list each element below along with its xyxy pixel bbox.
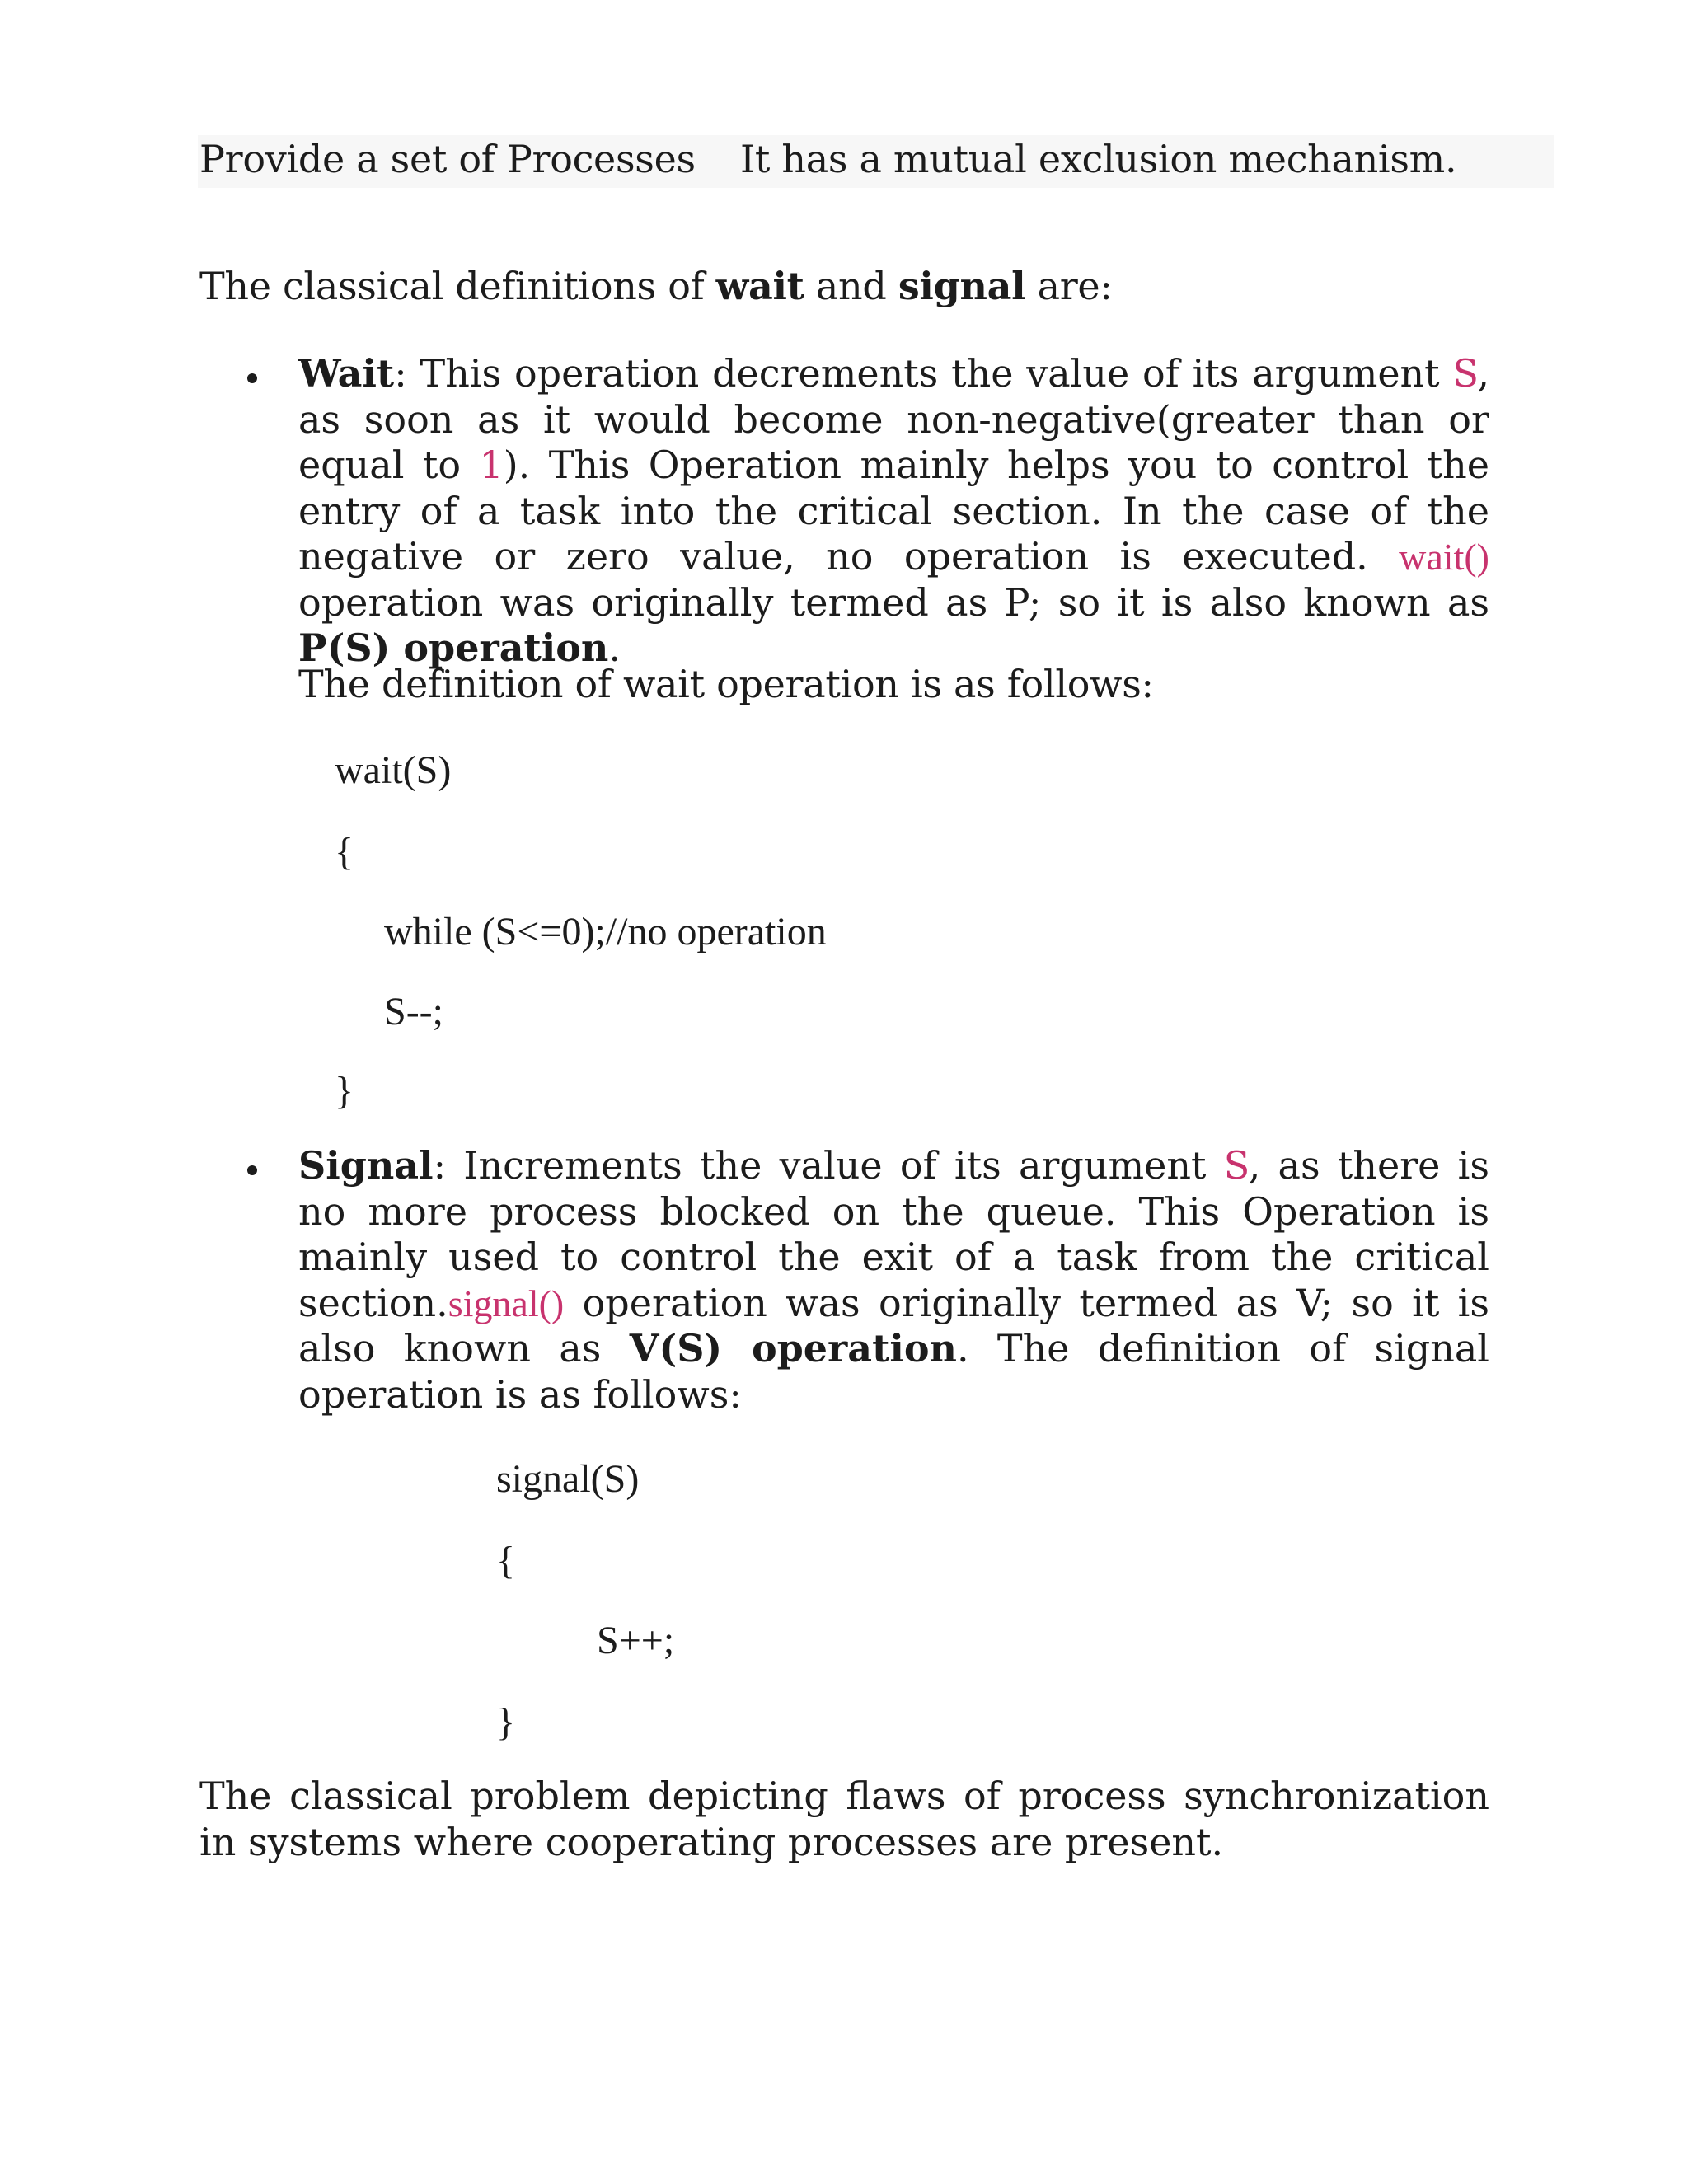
wait-code-line-1: wait(S) <box>335 748 452 792</box>
classical-mid: and <box>804 264 898 308</box>
classical-definitions-line <box>199 264 1113 308</box>
wait-fn: wait() <box>1399 536 1489 578</box>
signal-code-line-3: S++; <box>597 1619 675 1662</box>
signal-code-line-4: } <box>496 1700 516 1744</box>
wait-text-1: : This operation decrements the value of its argument <box>394 351 1453 396</box>
classical-suffix: are: <box>1025 264 1113 308</box>
signal-text-2: , as there is no more process blocked on the queue. This Operation is mainly used to control the exit of a task from the critical section. <box>298 1143 1489 1325</box>
wait-item <box>298 351 1489 672</box>
classical-prefix: The classical definitions of <box>199 264 716 308</box>
wait-ps: P(S) operation <box>298 626 609 670</box>
signal-text-3: operation was originally termed as V; so it is also known as <box>298 1280 1489 1371</box>
wait-code-line-3: while (S<=0);//no operation <box>384 910 827 954</box>
wait-end: . <box>608 626 621 670</box>
signal-code-line-1: signal(S) <box>496 1457 640 1501</box>
wait-code-line-5: } <box>335 1069 354 1113</box>
wait-text-4: operation was originally termed as P; so it is also known as <box>298 579 1489 625</box>
signal-term: Signal <box>298 1143 434 1188</box>
intro-col1: Provide a set of Processes <box>199 137 696 181</box>
wait-text-3: ). This Operation mainly helps you to control the entry of a task into the critical section. In the case of the negative or zero value, no operation is executed. <box>298 443 1489 579</box>
signal-fn: signal() <box>448 1282 565 1324</box>
wait-term: Wait <box>298 351 395 396</box>
bullet-wait <box>247 373 257 383</box>
signal-text-4: . The definition of signal operation is as follows: <box>298 1326 1489 1417</box>
wait-code-line-2: { <box>335 830 354 874</box>
wait-arg-s: S <box>1452 351 1478 396</box>
wait-definition-intro: The definition of wait operation is as follows: <box>298 662 1154 706</box>
classical-signal: signal <box>898 264 1026 308</box>
wait-code-line-4: S--; <box>384 990 443 1033</box>
bullet-signal <box>247 1165 257 1175</box>
signal-vs: V(S) operation <box>629 1326 957 1371</box>
signal-item <box>298 1143 1489 1418</box>
wait-one: 1 <box>479 443 504 487</box>
closing-paragraph <box>199 1774 1489 1865</box>
signal-arg-s: S <box>1223 1143 1249 1188</box>
signal-text-1: : Increments the value of its argument <box>433 1143 1224 1188</box>
signal-code-line-2: { <box>496 1539 516 1582</box>
closing-text: The classical problem depicting flaws of process synchronization in systems where cooperating processes are present. <box>199 1774 1489 1864</box>
wait-text-2: , as soon as it would become non-negative(greater than or equal to <box>298 351 1489 487</box>
intro-col2: It has a mutual exclusion mechanism. <box>740 137 1457 181</box>
classical-wait: wait <box>715 264 804 308</box>
